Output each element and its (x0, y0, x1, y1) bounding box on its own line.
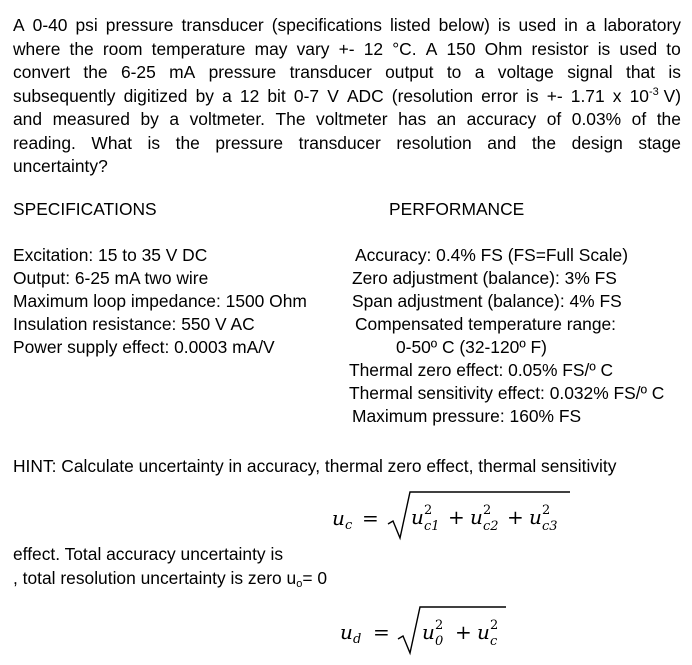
word: is (597, 38, 611, 59)
word: laboratory (603, 15, 681, 35)
perf-item-accuracy: Accuracy: 0.4% FS (FS=Full Scale) (355, 245, 629, 265)
ud-term1-sub: 0 (435, 634, 444, 649)
word: a (222, 85, 232, 106)
problem-line-2 (13, 38, 681, 62)
word: +- (546, 85, 563, 106)
word: 150 (446, 38, 476, 59)
word: may (254, 38, 288, 59)
word: transducer (298, 132, 381, 153)
word: 6-25 (120, 62, 156, 82)
perf-item-compensated-range: Compensated temperature range: (355, 314, 617, 334)
ud-equals: = (373, 620, 390, 644)
word: a (474, 62, 485, 82)
formula-ud-svg (310, 601, 530, 657)
word: in (564, 15, 578, 35)
spec-item-power-supply: Power supply effect: 0.0003 mA/V (13, 337, 275, 357)
problem-line-6 (13, 132, 681, 156)
word: (specifications (271, 15, 382, 35)
word: A (425, 38, 438, 59)
word: ADC (346, 85, 384, 106)
word: convert (13, 62, 71, 82)
word: mA (169, 62, 196, 82)
ud-term2-sub: c (490, 634, 498, 649)
word: below) (438, 15, 490, 35)
uc-term3: u (529, 505, 542, 529)
word: bit (267, 85, 286, 106)
perf-item-temperature-range: 0-50º C (32-120º F) (396, 337, 547, 357)
word: V (327, 85, 339, 106)
word: +- (338, 38, 355, 59)
word: uncertainty? (13, 156, 108, 176)
word: psi (75, 15, 98, 35)
ud-lhs-sub: d (353, 632, 362, 647)
uc-lhs-sub: c (345, 518, 353, 533)
word: used (619, 38, 658, 59)
word: pressure (215, 132, 284, 153)
ud-term1-pow: 2 (435, 618, 444, 633)
uc-term3-pow: 2 (542, 503, 551, 518)
word: and (13, 109, 43, 129)
ud-term2: u (477, 620, 490, 644)
word: room (102, 38, 143, 59)
uc-term3-sub: c3 (542, 519, 558, 534)
uc-term2-pow: 2 (483, 503, 492, 518)
word: error (481, 85, 518, 106)
word: design (571, 132, 623, 153)
word: reading. (13, 132, 76, 153)
perf-item-thermal-sensitivity: Thermal sensitivity effect: 0.032% FS/º C (349, 383, 665, 403)
word: to (666, 38, 681, 59)
word: voltage (497, 62, 554, 82)
formula-uc (300, 488, 600, 544)
word: is (668, 62, 681, 82)
uc-term2-sub: c2 (483, 519, 499, 534)
word: x (612, 85, 622, 106)
word: 0-7 (293, 85, 320, 106)
word: is (497, 15, 511, 35)
word: (resolution (391, 85, 473, 106)
hint-line-3: , total resolution uncertainty is zero $u_o= 0$ (13, 568, 328, 590)
formula-uc-svg (300, 488, 600, 544)
word: voltmeter (316, 109, 388, 129)
word: by (195, 85, 214, 106)
word: The (275, 109, 306, 129)
word: to (446, 62, 462, 82)
word: the (531, 132, 557, 153)
spec-item-excitation: Excitation: 15 to 35 V DC (13, 245, 208, 265)
ud-lhs: u (340, 620, 353, 644)
word: vary (296, 38, 330, 59)
ud-term2-pow: 2 (490, 618, 499, 633)
word: a (585, 15, 596, 35)
word: Ohm (484, 38, 523, 59)
spec-item-loop-impedance: Maximum loop impedance: 1500 Ohm (13, 291, 307, 311)
word: signal (567, 62, 613, 82)
word: resolution (396, 132, 472, 153)
word: transducer (289, 62, 372, 82)
word: used (518, 15, 557, 35)
word: 12 (363, 38, 384, 59)
word: digitized (123, 85, 188, 106)
word: pressure (105, 15, 174, 35)
word: stage (638, 132, 681, 153)
ud-term1: u (422, 620, 435, 644)
word: the (656, 109, 681, 129)
word: measured (52, 109, 130, 129)
perf-item-span-adjustment: Span adjustment (balance): 4% FS (352, 291, 622, 311)
formula-ud (310, 601, 530, 657)
word: a (169, 109, 180, 129)
word: accuracy (466, 109, 537, 129)
hint-line-2: effect. Total accuracy uncertainty is (13, 544, 284, 564)
uc-lhs: u (332, 506, 345, 530)
word: has (398, 109, 427, 129)
problem-line-3 (13, 61, 681, 85)
problem-line-5 (13, 108, 681, 132)
word: where (13, 38, 61, 59)
word: 1.71 (570, 85, 605, 106)
word: of (631, 109, 647, 129)
uc-equals: = (362, 506, 379, 530)
word: by (140, 109, 159, 129)
perf-item-max-pressure: Maximum pressure: 160% FS (352, 406, 582, 426)
word: °C. (392, 38, 417, 59)
word: the (83, 62, 108, 82)
word: resistor (531, 38, 589, 59)
perf-item-zero-adjustment: Zero adjustment (balance): 3% FS (352, 268, 617, 288)
word: A (13, 15, 25, 35)
word: is (147, 132, 161, 153)
word: 0-40 (32, 15, 68, 35)
word: the (69, 38, 94, 59)
word: of (546, 109, 562, 129)
spec-item-output: Output: 6-25 mA two wire (13, 268, 209, 288)
word: voltmeter. (189, 109, 265, 129)
uc-term1: u (411, 505, 424, 529)
word: 12 (239, 85, 260, 106)
uc-term1-pow: 2 (424, 503, 433, 518)
uc-term2: u (470, 505, 483, 529)
word: is (526, 85, 539, 106)
spec-item-insulation: Insulation resistance: 550 V AC (13, 314, 255, 334)
problem-statement (13, 14, 681, 179)
hint-line-1: HINT: Calculate uncertainty in accuracy, thermal zero effect, thermal sensitivity (13, 456, 617, 476)
problem-line-1 (13, 14, 681, 38)
word: an (436, 109, 457, 129)
word: transducer (181, 15, 264, 35)
word: pressure (208, 62, 277, 82)
performance-heading: PERFORMANCE (389, 199, 525, 219)
word: What (91, 132, 132, 153)
word: listed (389, 15, 431, 35)
word: output (385, 62, 434, 82)
uc-term1-sub: c1 (424, 519, 440, 534)
problem-line-4 (13, 85, 681, 109)
specifications-heading: SPECIFICATIONS (13, 199, 157, 219)
word: temperature (151, 38, 246, 59)
word: subsequently (13, 85, 116, 106)
perf-item-thermal-zero: Thermal zero effect: 0.05% FS/º C (349, 360, 614, 380)
word: and (487, 132, 517, 153)
problem-line-7 (13, 155, 681, 179)
uc-plus-1: + (448, 505, 465, 529)
word: that (626, 62, 656, 82)
word: 0.03% (571, 109, 622, 129)
exponent-expression: $10^{-3}$ V) (629, 85, 681, 106)
uc-plus-2: + (507, 505, 524, 529)
word: the (175, 132, 200, 153)
ud-plus: + (455, 620, 472, 644)
